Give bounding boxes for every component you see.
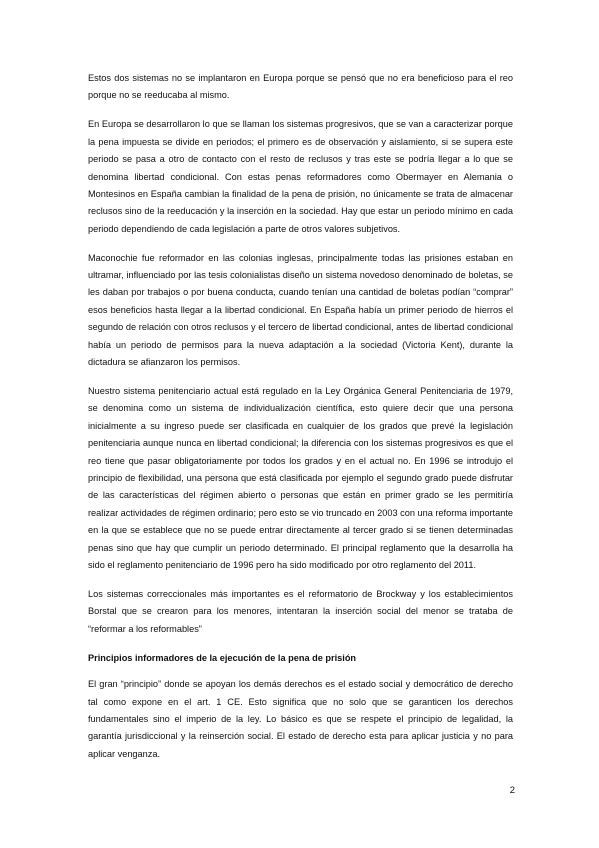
- paragraph-1: Estos dos sistemas no se implantaron en Europa porque se pensó que no era beneficioso para el reo porque no se reeducaba al mismo.: [88, 73, 513, 101]
- page-number: 2: [509, 785, 515, 796]
- paragraph-4: Nuestro sistema penitenciario actual está regulado en la Ley Orgánica General Penitenciaria de 1979, se denomina como un sistema de individualización científica, esto quiere decir que una persona inicialmente a su ingreso puede ser clasificada en cualquier de los grados que prevé la legislación penitenciaria aunque nunca en libertad condicional; la diferencia con los sistemas progresivos es que el reo tiene que pasar obligatoriamente por todos los grados y en el actual no. En 1996 se introdujo el principio de flexibilidad, una persona que está clasificada por ejemplo el segundo grado puede disfrutar de las características del régimen abierto o personas que están en primer grado se les permitiría realizar actividades de régimen ordinario; pero esto se vio truncado en 2003 con una reforma importante en la que se establece que no se puede entrar directamente al tercer grado si se tienen determinadas penas sino que hay que cumplir un periodo determinado. El principal reglamento que la desarrolla ha sido el reglamento penitenciario de 1996 pero ha sido modificado por otro reglamento del 2011.: [88, 386, 513, 571]
- section-heading: Principios informadores de la ejecución de la pena de prisión: [88, 652, 357, 663]
- paragraph-3: Maconochie fue reformador en las colonias inglesas, principalmente todas las prisiones estaban en ultramar, influenciado por las tesis colonialistas diseño un sistema novedoso denominado de boletas, se les daban por trabajos o por buena conducta, cuando tenían una cantidad de boletas podían “comprar” esos beneficios hasta llegar a la libertad condicional. En España había un primer periodo de hierros el segundo de relación con otros reclusos y el tercero de libertad condicional, antes de libertad condicional había un periodo de permisos para la nueva adaptación a la sociedad (Victoria Kent), durante la dictadura se afianzaron los permisos.: [88, 252, 513, 368]
- page-content: [88, 70, 513, 775]
- paragraph-2: En Europa se desarrollaron lo que se llaman los sistemas progresivos, que se van a caracterizar porque la pena impuesta se divide en periodos; el primero es de observación y aislamiento, si se supera este periodo se pasa a otro de contacto con el resto de reclusos y tras este se podría llegar a lo que se denomina libertad condicional. Con estas penas reformadores como Obermayer en Alemania o Montesinos en España cambian la finalidad de la pena de prisión, no únicamente se trata de almacenar reclusos sino de la reeducación y la inserción en la sociedad. Hay que estar un periodo mínimo en cada periodo dependiendo de cada legislación a parte de otros valores subjetivos.: [88, 119, 513, 234]
- paragraph-6: El gran “principio” donde se apoyan los demás derechos es el estado social y democrático de derecho tal como expone en el art. 1 CE. Esto significa que no solo que se garanticen los derechos fundamentales sino el imperio de la ley. Lo básico es que se respete el principio de legalidad, la garantía jurisdiccional y la reinserción social. El estado de derecho esta para aplicar justicia y no para aplicar venganza.: [88, 679, 513, 759]
- paragraph-5: Los sistemas correccionales más importantes es el reformatorio de Brockway y los establecimientos Borstal que se crearon para los menores, intentaran la inserción social del menor se trataba de “reformar a los reformables”: [88, 588, 513, 634]
